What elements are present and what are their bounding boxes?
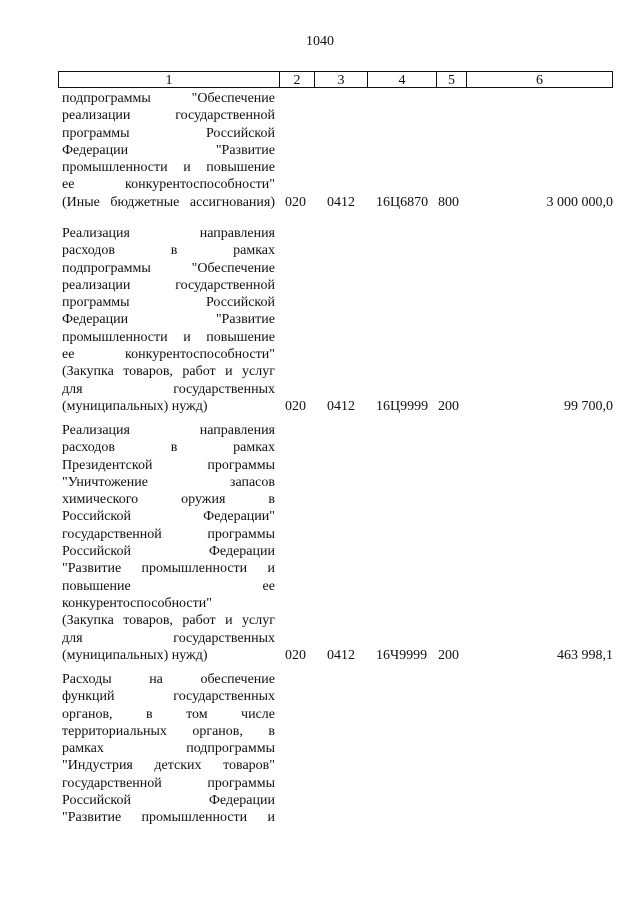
description-line: Российской Федерации bbox=[62, 793, 275, 809]
description-line: промышленности и повышение bbox=[62, 329, 275, 345]
description-line: "Развитие промышленности и bbox=[62, 561, 275, 577]
description-line: химического оружия в bbox=[62, 492, 275, 508]
header-col-3: 3 bbox=[315, 72, 368, 87]
description-line: Федерации "Развитие bbox=[62, 312, 275, 328]
description-line: Реализация направления bbox=[62, 423, 275, 438]
header-col-1: 1 bbox=[59, 72, 280, 87]
description-line: расходов в рамках bbox=[62, 243, 275, 259]
description-line: органов, в том числе bbox=[62, 706, 275, 722]
expense-type-code: 200 bbox=[438, 647, 459, 663]
grbs-code: 020 bbox=[285, 647, 306, 663]
description-line: подпрограммы "Обеспечение bbox=[62, 260, 275, 276]
description-line: повышение ее bbox=[62, 578, 275, 594]
header-col-2: 2 bbox=[280, 72, 315, 87]
description-line: Федерации "Развитие bbox=[62, 142, 275, 158]
description-line: (муниципальных) нужд) bbox=[62, 647, 208, 663]
table-header bbox=[58, 71, 613, 88]
description-line: "Развитие промышленности и bbox=[62, 810, 275, 826]
description-line: расходов в рамках bbox=[62, 440, 275, 456]
description-line: ее конкурентоспособности" bbox=[62, 347, 275, 363]
description-line: для государственных bbox=[62, 630, 275, 646]
target-article-code: 16Ц6870 bbox=[376, 194, 429, 210]
description-line: программы Российской bbox=[62, 125, 275, 141]
description-line: подпрограммы "Обеспечение bbox=[62, 91, 275, 106]
description-line: "Индустрия детских товаров" bbox=[62, 758, 275, 774]
row-description bbox=[62, 225, 275, 415]
target-article-code: 16Ц9999 bbox=[376, 399, 429, 414]
grbs-code: 020 bbox=[285, 399, 306, 414]
description-line: промышленности и повышение bbox=[62, 160, 275, 176]
description-line: конкурентоспособности" bbox=[62, 595, 212, 611]
description-line: (Закупка товаров, работ и услуг bbox=[62, 613, 275, 629]
amount: 463 998,1 bbox=[557, 647, 613, 663]
description-line: Президентской программы bbox=[62, 457, 275, 473]
target-article-code: 16Ч9999 bbox=[376, 647, 428, 663]
description-line: реализации государственной bbox=[62, 277, 275, 293]
description-line: для государственных bbox=[62, 381, 275, 397]
description-line: рамках подпрограммы bbox=[62, 741, 275, 757]
description-line: Реализация направления bbox=[62, 226, 275, 241]
section-code: 0412 bbox=[327, 647, 355, 663]
amount: 3 000 000,0 bbox=[546, 194, 613, 210]
description-line: "Уничтожение запасов bbox=[62, 474, 275, 490]
description-line: программы Российской bbox=[62, 295, 275, 311]
description-line: Российской Федерации" bbox=[62, 509, 275, 525]
amount: 99 700,0 bbox=[564, 399, 613, 414]
description-line: государственной программы bbox=[62, 526, 275, 542]
row-description bbox=[62, 90, 275, 211]
header-col-5: 5 bbox=[437, 72, 467, 87]
expense-type-code: 200 bbox=[438, 399, 459, 414]
header-col-6: 6 bbox=[536, 73, 543, 88]
description-line: (Иные бюджетные ассигнования) bbox=[62, 194, 275, 210]
description-line: Расходы на обеспечение bbox=[62, 672, 275, 687]
row-description bbox=[62, 422, 275, 664]
row-description bbox=[62, 671, 275, 827]
description-line: ее конкурентоспособности" bbox=[62, 177, 275, 193]
section-code: 0412 bbox=[327, 399, 355, 414]
description-line: (Закупка товаров, работ и услуг bbox=[62, 364, 275, 380]
header-col-4: 4 bbox=[368, 72, 437, 87]
description-line: реализации государственной bbox=[62, 108, 275, 124]
grbs-code: 020 bbox=[285, 194, 306, 210]
description-line: государственной программы bbox=[62, 775, 275, 791]
description-line: территориальных органов, в bbox=[62, 723, 275, 739]
expense-type-code: 800 bbox=[438, 194, 459, 210]
description-line: Российской Федерации bbox=[62, 544, 275, 560]
description-line: функций государственных bbox=[62, 689, 275, 705]
page-number: 1040 bbox=[306, 34, 334, 49]
description-line: (муниципальных) нужд) bbox=[62, 398, 208, 414]
section-code: 0412 bbox=[327, 194, 355, 210]
